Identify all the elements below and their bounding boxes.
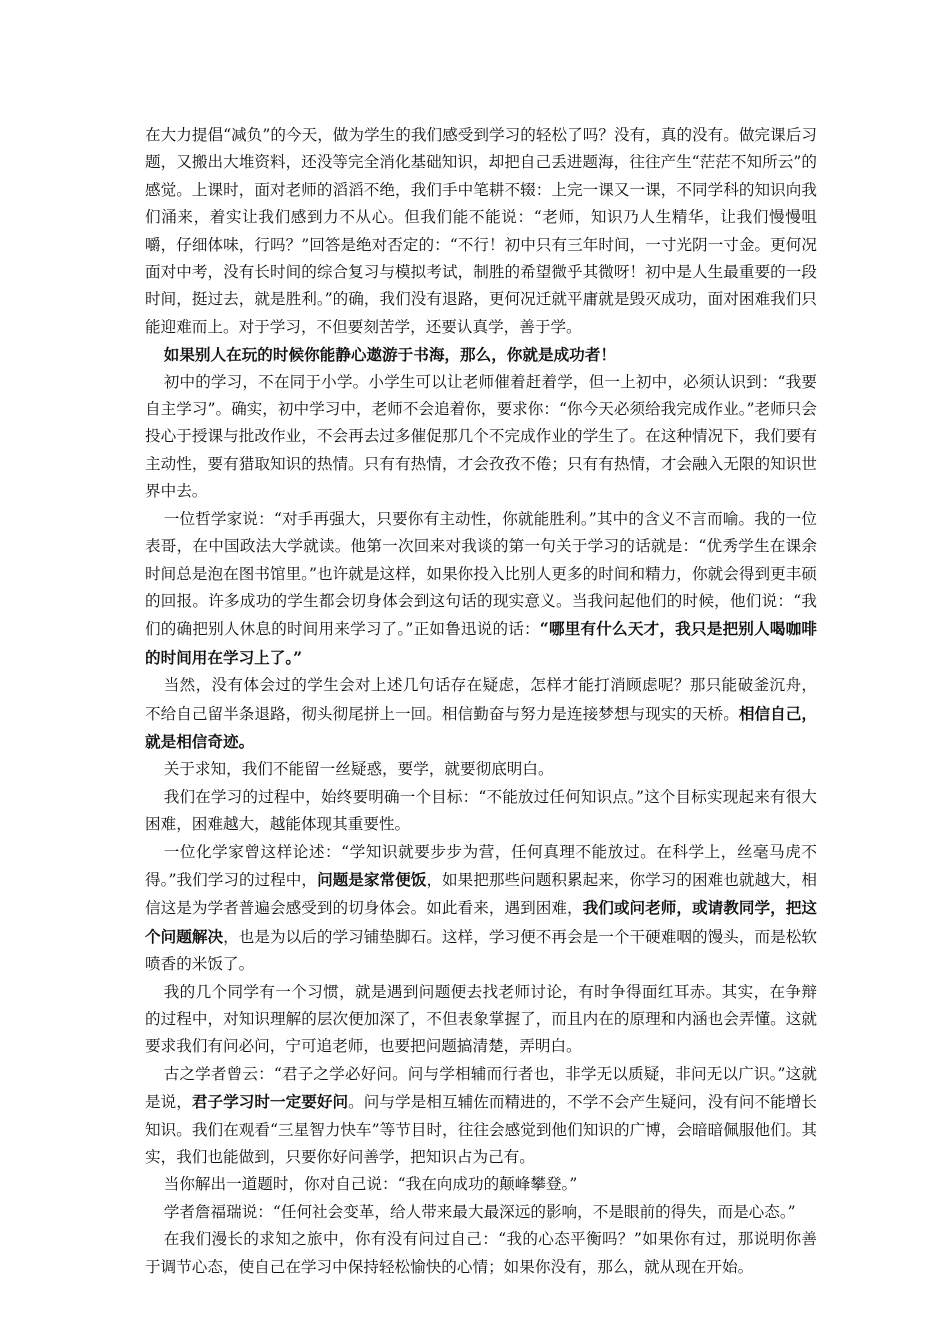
heading-text: 如果别人在玩的时候你能静心遨游于书海，那么，你就是成功者！ [163, 345, 616, 365]
text-run: 古之学者曾云：“君子之学必好问。问与学相辅而行者也，非学无以质疑，非问无以广识。”这就是说， [145, 1064, 817, 1112]
text-run: 当你解出一道题时，你对自己说：“我在向成功的颠峰攀登。” [163, 1175, 578, 1194]
bold-phrase: 相信自己，就是相信奇迹。 [145, 703, 817, 751]
paragraph-8 [145, 839, 817, 979]
paragraph-5 [145, 672, 817, 756]
bold-phrase: 君子学习时一定要好问 [191, 1092, 349, 1112]
paragraph-7 [145, 784, 817, 839]
text-run: 。问与学是相互辅佐而精进的，不学不会产生疑问，没有问不能增长知识。我们在观看“三星智力快车”等节目时，往往会感觉到他们知识的广博，会暗暗佩服他们。其实，我们也能做到，只要你好问善学，把知识占为己有。 [145, 1093, 817, 1167]
document-page [145, 122, 817, 1281]
paragraph-4 [145, 506, 817, 672]
text-run: 在大力提倡“减负”的今天，做为学生的我们感受到学习的轻松了吗？没有，真的没有。做完课后习题，又搬出大堆资料，还没等完全消化基础知识，却把自己丢进题海，往往产生“茫茫不知所云”的感觉。上课时，面对老师的滔滔不绝，我们手中笔耕不辍：上完一课又一课，不同学科的知识向我们涌来，着实让我们感到力不从心。但我们能不能说：“老师，知识乃人生精华，让我们慢慢咀嚼，仔细体味，行吗？”回答是绝对否定的：“不行！初中只有三年时间，一寸光阴一寸金。更何况面对中考，没有长时间的综合复习与模拟考试，制胜的希望微乎其微呀！初中是人生最重要的一段时间，挺过去，就是胜利。”的确，我们没有退路，更何况迁就平庸就是毁灭成功，面对困难我们只能迎难而上。对于学习，不但要刻苦学，还要认真学，善于学。 [145, 126, 817, 336]
paragraph-13 [145, 1226, 817, 1281]
paragraph-1 [145, 122, 817, 341]
paragraph-9 [145, 979, 817, 1061]
text-run: 关于求知，我们不能留一丝疑惑，要学，就要彻底明白。 [163, 760, 554, 779]
bold-quote: “哪里有什么天才，我只是把别人喝咖啡的时间用在学习上了。” [145, 619, 817, 667]
paragraph-11 [145, 1171, 817, 1198]
text-run: 一位化学家曾这样论述：“学知识就要步步为营，任何真理不能放过。在科学上，丝毫马虎不得。”我们学习的过程中， [145, 842, 817, 889]
text-run: 我们在学习的过程中，始终要明确一个目标：“不能放过任何知识点。”这个目标实现起来有很大困难，困难越大，越能体现其重要性。 [145, 787, 817, 834]
text-run: 一位哲学家说：“对手再强大，只要你有主动性，你就能胜利。”其中的含义不言而喻。我的一位表哥，在中国政法大学就读。他第一次回来对我谈的第一句关于学习的话就是：“优秀学生在课余时间总是泡在图书馆里。”也许就是这样，如果你投入比别人更多的时间和精力，你就会得到更丰硕的回报。许多成功的学生都会切身体会到这句话的现实意义。当我问起他们的时候，他们说：“我们的确把别人休息的时间用来学习了。”正如鲁迅说的话： [145, 509, 817, 639]
bold-phrase: 我们或问老师，或请教同学，把这个问题解决 [145, 898, 817, 946]
paragraph-6 [145, 756, 817, 783]
text-run: 在我们漫长的求知之旅中，你有没有问过自己：“我的心态平衡吗？”如果你有过，那说明你善于调节心态，使自己在学习中保持轻松愉快的心情；如果你没有，那么，就从现在开始。 [145, 1230, 817, 1276]
paragraph-10 [145, 1061, 817, 1172]
section-heading [145, 341, 817, 368]
text-run: 初中的学习，不在同于小学。小学生可以让老师催着赶着学，但一上初中，必须认识到：“我要自主学习”。确实，初中学习中，老师不会追着你，要求你：“你今天必须给我完成作业。”老师只会投心于授课与批改作业，不会再去过多催促那几个不完成作业的学生了。在这种情况下，我们要有主动性，要有猎取知识的热情。只有有热情，才会孜孜不倦；只有有热情，才会融入无限的知识世界中去。 [145, 372, 817, 501]
bold-phrase: 问题是家常便饭 [317, 869, 427, 889]
text-run: 当然，没有体会过的学生会对上述几句话存在疑虑，怎样才能打消顾虑呢？那只能破釜沉舟，不给自己留半条退路，彻头彻尾拼上一回。相信勤奋与努力是连接梦想与现实的天桥。 [145, 676, 817, 723]
text-run: 我的几个同学有一个习惯，就是遇到问题便去找老师讨论，有时争得面红耳赤。其实，在争辩的过程中，对知识理解的层次便加深了，不但表象掌握了，而且内在的原理和内涵也会弄懂。这就要求我们有问必问，宁可追老师，也要把问题搞清楚，弄明白。 [145, 982, 817, 1056]
paragraph-12 [145, 1199, 817, 1226]
text-run: ，也是为以后的学习铺垫脚石。这样，学习便不再会是一个干硬难咽的馒头，而是松软喷香的米饭了。 [145, 927, 817, 974]
paragraph-3 [145, 369, 817, 506]
text-run: 学者詹福瑞说：“任何社会变革，给人带来最大最深远的影响，不是眼前的得失，而是心态。” [163, 1202, 796, 1221]
text-run: ，如果把那些问题积累起来，你学习的困难也就越大，相信这是为学者普遍会感受到的切身体会。如此看来，遇到困难， [145, 870, 817, 918]
